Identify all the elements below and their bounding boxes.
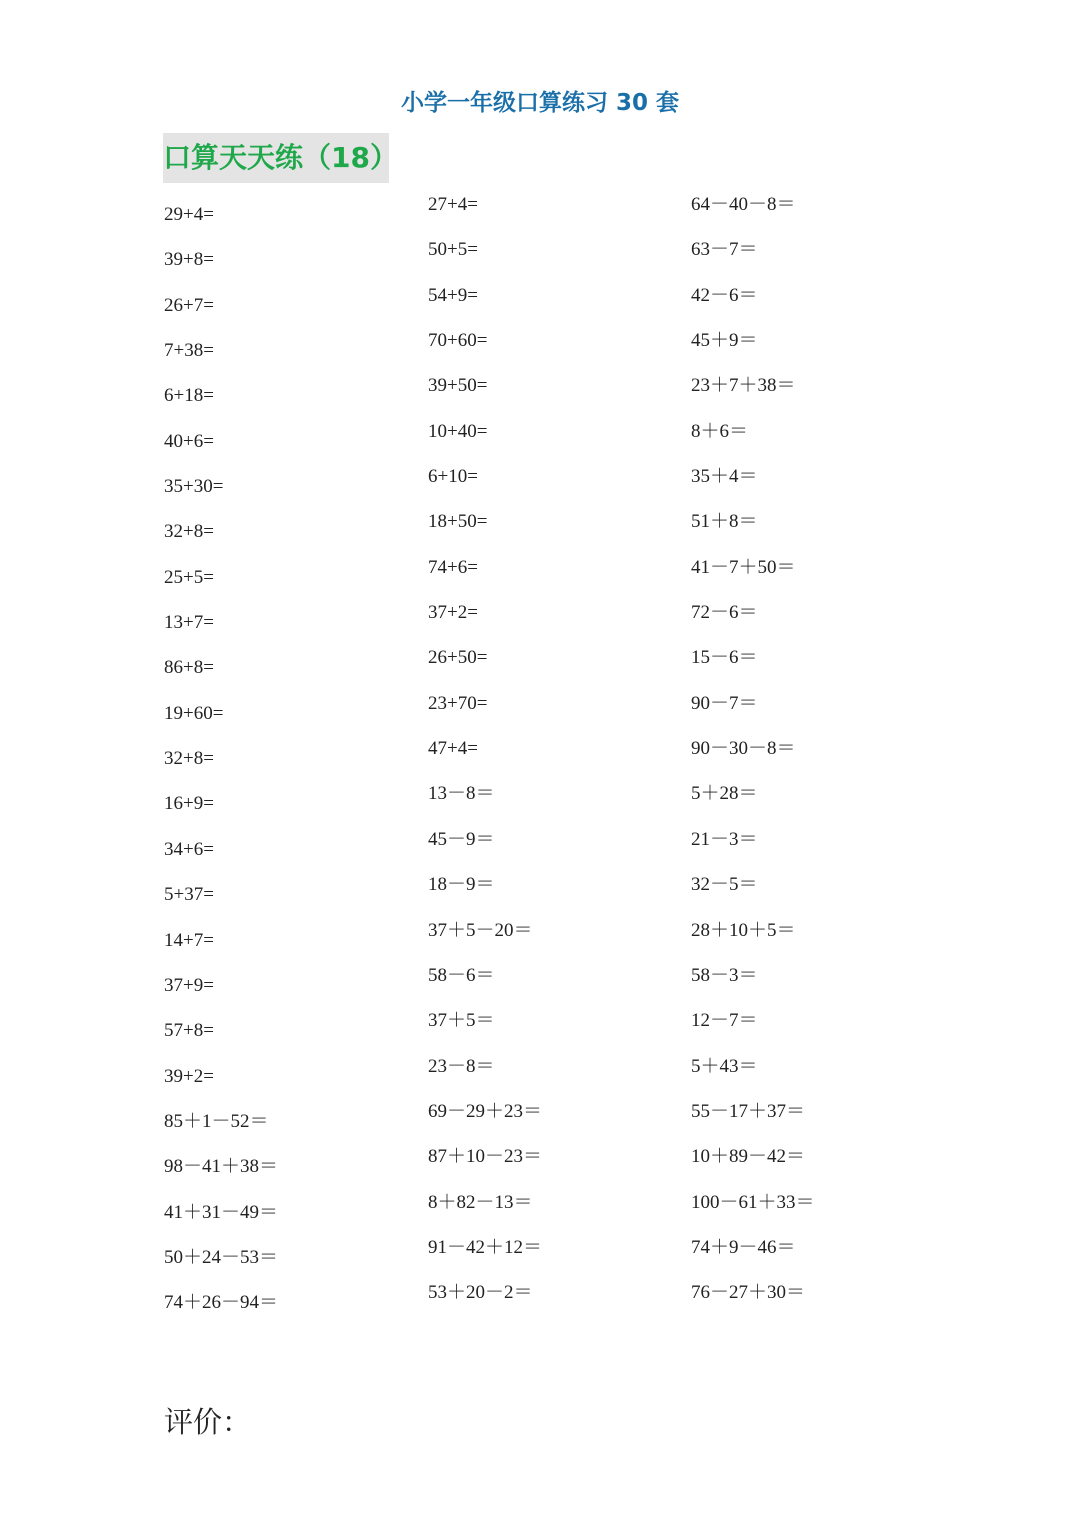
math-problem: 14+7= (164, 929, 214, 951)
problem-column-2 (428, 193, 542, 1327)
math-problem: 10+40= (428, 420, 488, 442)
math-problem: 50+5= (428, 239, 478, 261)
math-problem: 90－7＝ (691, 692, 758, 714)
math-problem: 100－61＋33＝ (691, 1191, 815, 1213)
math-problem: 16+9= (164, 793, 214, 815)
math-problem: 12－7＝ (691, 1010, 758, 1032)
math-problem: 98－41＋38＝ (164, 1156, 279, 1178)
math-problem: 5+37= (164, 884, 214, 906)
math-problem: 39+50= (428, 375, 488, 397)
math-problem: 37+2= (428, 602, 478, 624)
math-problem: 15－6＝ (691, 647, 758, 669)
math-problem: 32+8= (164, 521, 214, 543)
problem-column-3 (691, 193, 815, 1327)
math-problem: 76－27＋30＝ (691, 1282, 806, 1304)
math-problem: 21－3＝ (691, 828, 758, 850)
math-problem: 19+60= (164, 702, 224, 724)
math-problem: 35＋4＝ (691, 466, 758, 488)
math-problem: 55－17＋37＝ (691, 1100, 806, 1122)
math-problem: 41＋31－49＝ (164, 1201, 279, 1223)
math-problem: 8＋6＝ (691, 420, 749, 442)
math-problem: 23－8＝ (428, 1055, 495, 1077)
math-problem: 50＋24－53＝ (164, 1246, 279, 1268)
math-problem: 85＋1－52＝ (164, 1110, 269, 1132)
worksheet-subtitle: 口算天天练（18） (163, 133, 389, 183)
math-problem: 53＋20－2＝ (428, 1282, 533, 1304)
problem-column-1 (164, 203, 278, 1337)
math-problem: 37＋5－20＝ (428, 919, 533, 941)
math-problem: 37＋5＝ (428, 1010, 495, 1032)
math-problem: 47+4= (428, 738, 478, 760)
document-title: 小学一年级口算练习 30 套 (400, 90, 680, 116)
math-problem: 70+60= (428, 330, 488, 352)
math-problem: 45－9＝ (428, 828, 495, 850)
math-problem: 23＋7＋38＝ (691, 375, 796, 397)
math-problem: 74＋26－94＝ (164, 1292, 279, 1314)
math-problem: 69－29＋23＝ (428, 1100, 543, 1122)
math-problem: 74＋9－46＝ (691, 1236, 796, 1258)
math-problem: 8＋82－13＝ (428, 1191, 533, 1213)
math-problem: 32－5＝ (691, 874, 758, 896)
math-problem: 86+8= (164, 657, 214, 679)
math-problem: 26+50= (428, 647, 488, 669)
math-problem: 29+4= (164, 204, 214, 225)
math-problem: 91－42＋12＝ (428, 1236, 543, 1258)
math-problem: 34+6= (164, 838, 214, 860)
math-problem: 28＋10＋5＝ (691, 919, 796, 941)
math-problem: 74+6= (428, 556, 478, 578)
math-problem: 42－6＝ (691, 284, 758, 306)
math-problem: 58－3＝ (691, 964, 758, 986)
math-problem: 7+38= (164, 340, 214, 362)
math-problem: 13－8＝ (428, 783, 495, 805)
math-problem: 51＋8＝ (691, 511, 758, 533)
math-problem: 40+6= (164, 430, 214, 452)
math-problem: 54+9= (428, 284, 478, 306)
math-problem: 13+7= (164, 612, 214, 634)
math-problem: 39+8= (164, 249, 214, 271)
math-problem: 39+2= (164, 1065, 214, 1087)
math-problem: 26+7= (164, 294, 214, 316)
math-problem: 57+8= (164, 1020, 214, 1042)
math-problem: 35+30= (164, 476, 224, 498)
math-problem: 58－6＝ (428, 964, 495, 986)
math-problem: 18－9＝ (428, 874, 495, 896)
math-problem: 6+10= (428, 466, 478, 488)
math-problem: 5＋28＝ (691, 783, 758, 805)
math-problem: 32+8= (164, 748, 214, 770)
math-problem: 10＋89－42＝ (691, 1146, 806, 1168)
math-problem: 6+18= (164, 385, 214, 407)
math-problem: 45＋9＝ (691, 330, 758, 352)
math-problem: 90－30－8＝ (691, 738, 796, 760)
math-problem: 37+9= (164, 974, 214, 996)
math-problem: 5＋43＝ (691, 1055, 758, 1077)
math-problem: 23+70= (428, 692, 488, 714)
math-problem: 64－40－8＝ (691, 194, 796, 215)
math-problem: 41－7＋50＝ (691, 556, 796, 578)
math-problem: 27+4= (428, 194, 478, 215)
math-problem: 18+50= (428, 511, 488, 533)
math-problem: 63－7＝ (691, 239, 758, 261)
math-problem: 87＋10－23＝ (428, 1146, 543, 1168)
math-problem: 25+5= (164, 566, 214, 588)
evaluation-label: 评价： (164, 1405, 252, 1439)
math-problem: 72－6＝ (691, 602, 758, 624)
